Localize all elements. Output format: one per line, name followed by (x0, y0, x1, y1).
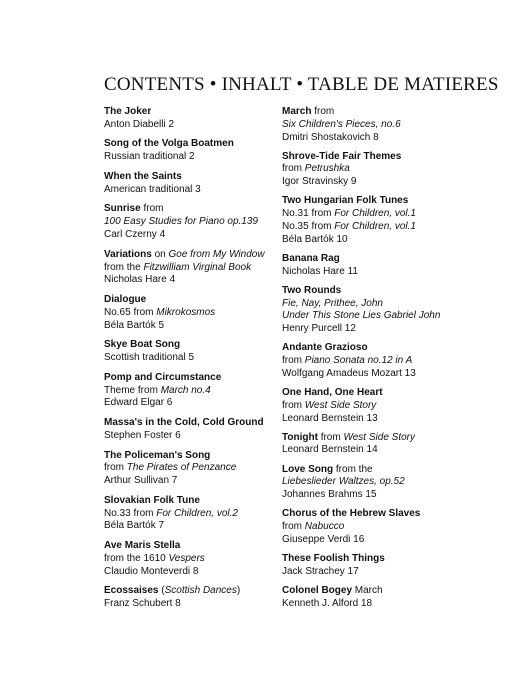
entry-title-line (282, 585, 482, 598)
contents-entry (282, 151, 482, 189)
entry-detail-line (282, 323, 482, 336)
entry-detail-line (282, 176, 482, 189)
entry-detail-line (282, 132, 482, 145)
entry-text: Nicholas Hare 11 (282, 265, 358, 277)
entry-detail-line (282, 534, 482, 547)
contents-entry (282, 585, 482, 611)
entry-text: from the (104, 261, 144, 273)
entry-title-line (282, 285, 482, 298)
entry-text: No.35 from (282, 220, 335, 232)
entry-detail-line (282, 298, 482, 311)
entry-detail-line (282, 119, 482, 132)
entry-detail-line (282, 368, 482, 381)
entry-text: Nicholas Hare 4 (104, 274, 176, 286)
piece-title: One Hand, One Heart (282, 386, 383, 398)
entry-text: from (140, 203, 164, 215)
entry-detail-line (282, 310, 482, 323)
source-title: Scottish Dances (164, 585, 237, 597)
entry-text: March (352, 584, 383, 596)
entry-detail-line (282, 476, 482, 489)
entry-title-line (282, 106, 482, 119)
entry-title-line (282, 195, 482, 208)
entry-text: from (311, 106, 335, 117)
entry-text: from (282, 355, 305, 367)
source-title: Vespers (168, 552, 205, 564)
source-title: Fitzwilliam Virginal Book (143, 261, 252, 273)
entry-text: from (282, 520, 305, 532)
entry-text: Giuseppe Verdi 16 (282, 533, 365, 545)
piece-title: Two Hungarian Folk Tunes (282, 195, 409, 207)
piece-title: Skye Boat Song (104, 339, 181, 351)
source-title: Petrushka (304, 163, 350, 175)
source-title: West Side Story (304, 399, 377, 411)
piece-title: Colonel Bogey (282, 584, 353, 596)
piece-title: The Policeman's Song (104, 449, 211, 461)
piece-title: Song of the Volga Boatmen (104, 138, 234, 150)
piece-title: Shrove-Tide Fair Themes (282, 150, 402, 162)
entry-text: No.31 from (282, 208, 335, 220)
entry-text: Béla Bartók 10 (282, 233, 348, 245)
contents-column-right (282, 106, 482, 617)
piece-title: Two Rounds (282, 284, 342, 296)
entry-detail-line (282, 521, 482, 534)
entry-text: Wolfgang Amadeus Mozart 13 (282, 367, 416, 379)
entry-detail-line (282, 400, 482, 413)
entry-text: Arthur Sullivan 7 (104, 475, 178, 487)
entry-title-line (282, 253, 482, 266)
entry-text: Henry Purcell 12 (282, 323, 356, 335)
entry-detail-line (282, 221, 482, 234)
piece-title: When the Saints (104, 170, 182, 182)
piece-title: Variations (104, 248, 152, 260)
entry-text: Johannes Brahms 15 (282, 489, 377, 501)
source-title: For Children, vol.1 (334, 220, 416, 232)
entry-text: Carl Czerny 4 (104, 229, 166, 241)
entry-text: from (282, 399, 305, 411)
piece-title: Chorus of the Hebrew Slaves (282, 508, 421, 520)
piece-title: Pomp and Circumstance (104, 371, 222, 383)
entry-text: American traditional 3 (104, 183, 201, 195)
entry-text: ) (236, 585, 241, 597)
entry-text: Theme from (104, 384, 161, 396)
entry-title-line (282, 342, 482, 355)
entry-text: from the 1610 (104, 552, 169, 564)
piece-title: Ecossaises (104, 585, 159, 597)
piece-title: Dialogue (104, 294, 147, 306)
entry-text: Edward Elgar 6 (104, 397, 173, 409)
source-title: 100 Easy Studies for Piano op.139 (104, 216, 258, 228)
piece-title: Massa's in the Cold, Cold Ground (104, 417, 264, 429)
entry-title-line (282, 464, 482, 477)
entry-detail-line (282, 566, 482, 579)
source-title: For Children, vol.1 (334, 208, 416, 220)
source-title: Nabucco (304, 520, 345, 532)
contents-entry (282, 508, 482, 546)
entry-text: No.65 from (104, 306, 157, 318)
entry-detail-line (282, 234, 482, 247)
contents-entry (282, 432, 482, 458)
entry-text: No.33 from (104, 507, 157, 519)
entry-text: Béla Bartók 7 (104, 520, 165, 532)
entry-text: Stephen Foster 6 (104, 429, 181, 441)
piece-title: These Foolish Things (282, 552, 385, 564)
entry-detail-line (282, 266, 482, 279)
contents-entry (282, 342, 482, 380)
piece-title: Love Song (282, 463, 334, 475)
entry-text: from (317, 431, 344, 443)
entry-text: Béla Bartók 5 (104, 319, 165, 331)
source-title: Goe from My Window (168, 248, 265, 260)
source-title: For Children, vol.2 (156, 507, 238, 519)
piece-title: Sunrise (104, 203, 141, 215)
entry-title-line (282, 151, 482, 164)
contents-entry (282, 106, 482, 144)
contents-entry (282, 387, 482, 425)
entry-text: Leonard Bernstein 14 (282, 444, 378, 456)
entry-text: from the (333, 463, 373, 475)
entry-text: Kenneth J. Alford 18 (282, 597, 373, 609)
contents-entry (282, 464, 482, 502)
source-title: Under This Stone Lies Gabriel John (282, 310, 441, 322)
piece-title: Slovakian Folk Tune (104, 494, 200, 506)
entry-text: Jack Strachey 17 (282, 565, 359, 577)
entry-detail-line (282, 163, 482, 176)
entry-text: Igor Stravinsky 9 (282, 176, 357, 188)
entry-detail-line (282, 444, 482, 457)
piece-title: March (282, 106, 312, 117)
entry-text: Anton Diabelli 2 (104, 118, 175, 130)
source-title: Fie, Nay, Prithee, John (282, 297, 383, 309)
piece-title: Ave Maris Stella (104, 540, 181, 552)
entry-title-line (282, 508, 482, 521)
source-title: Liebeslieder Waltzes, op.52 (282, 476, 405, 488)
entry-text: from (104, 462, 127, 474)
entry-detail-line (282, 598, 482, 611)
entry-text: Leonard Bernstein 13 (282, 412, 378, 424)
page-heading: CONTENTS • INHALT • TABLE DE MATIERES (104, 74, 499, 95)
source-title: The Pirates of Penzance (126, 462, 237, 474)
entry-text: Russian traditional 2 (104, 151, 195, 163)
contents-entry (282, 285, 482, 336)
piece-title: Tonight (282, 431, 318, 443)
entry-text: Claudio Monteverdi 8 (104, 565, 199, 577)
entry-detail-line (282, 413, 482, 426)
contents-entry (282, 253, 482, 279)
entry-title-line (282, 553, 482, 566)
entry-text: Scottish traditional 5 (104, 352, 195, 364)
piece-title: The Joker (104, 106, 152, 117)
contents-entry (282, 553, 482, 579)
piece-title: Andante Grazioso (282, 342, 368, 354)
entry-detail-line (282, 489, 482, 502)
entry-detail-line (282, 208, 482, 221)
entry-text: Dmitri Shostakovich 8 (282, 131, 379, 143)
source-title: West Side Story (343, 431, 415, 443)
piece-title: Banana Rag (282, 252, 340, 264)
entry-text: from (282, 163, 305, 175)
entry-text: on (151, 248, 169, 260)
entry-title-line (282, 432, 482, 445)
source-title: Six Children's Pieces, no.6 (282, 118, 401, 130)
entry-title-line (282, 387, 482, 400)
source-title: Mikrokosmos (156, 306, 216, 318)
source-title: March no.4 (160, 384, 211, 396)
source-title: Piano Sonata no.12 in A (304, 355, 413, 367)
entry-text: ( (158, 585, 165, 597)
contents-entry (282, 195, 482, 246)
entry-detail-line (282, 355, 482, 368)
entry-text: Franz Schubert 8 (104, 598, 181, 610)
